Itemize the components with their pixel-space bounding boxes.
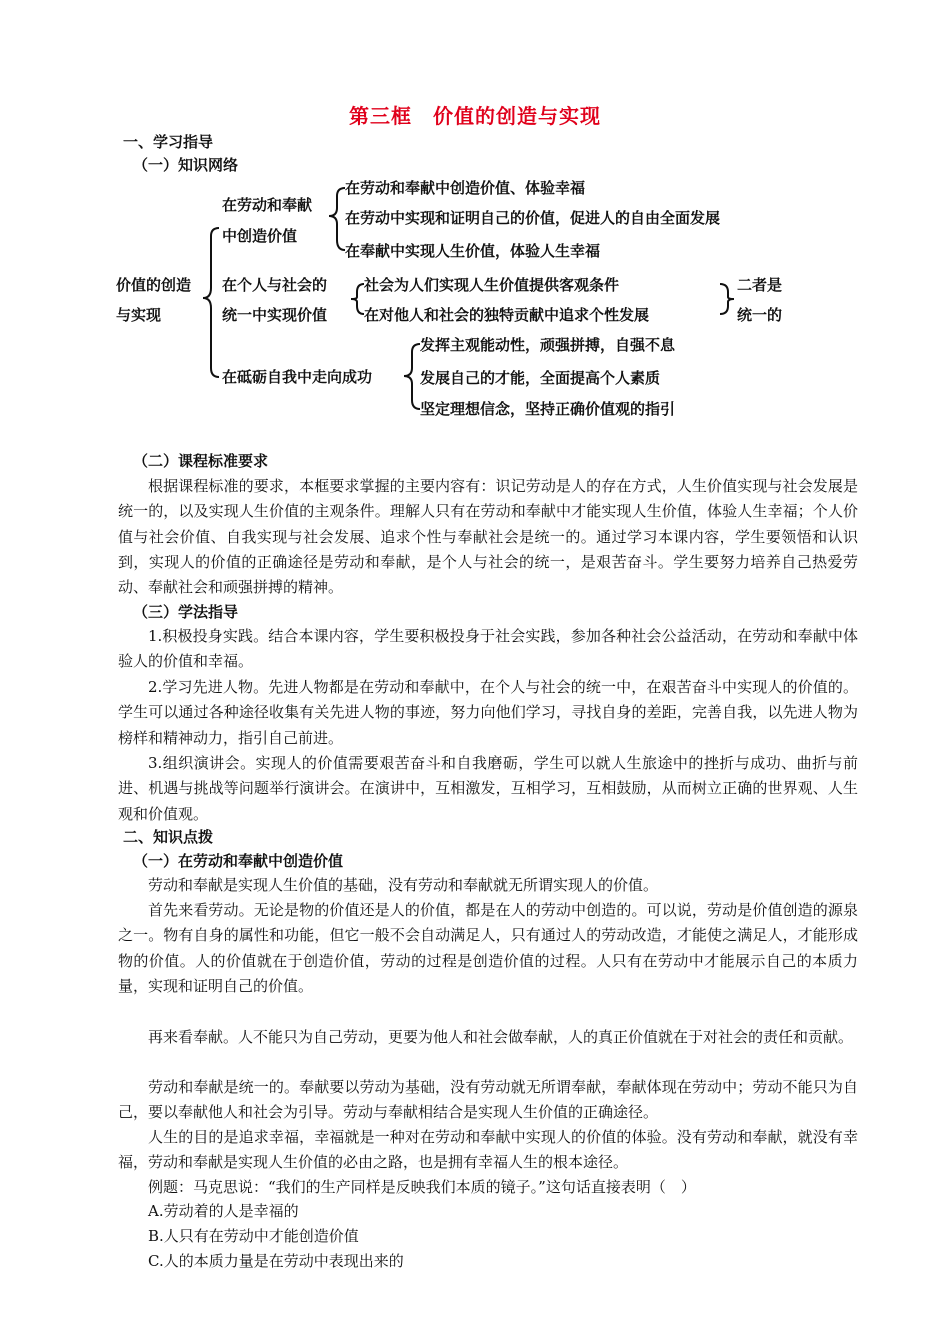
network-branch2-item: 社会为人们实现人生价值提供客观条件	[364, 276, 620, 294]
network-branch1-item: 在劳动中实现和证明自己的价值，促进人的自由全面发展	[345, 209, 721, 227]
network-branch1-line1: 在劳动和奉献	[222, 196, 313, 214]
paragraph-knowledge-5: 人生的目的是追求幸福，幸福就是一种对在劳动和奉献中实现人的价值的体验。没有劳动和奉献，就没有幸福，劳动和奉献是实现人生价值的必由之路，也是拥有幸福人生的根本途径。	[118, 1128, 858, 1172]
option-c: C.人的本质力量是在劳动中表现出来的	[148, 1252, 404, 1270]
paragraph-method-2: 2.学习先进人物。先进人物都是在劳动和奉献中，在个人与社会的统一中，在艰苦奋斗中实现人的价值的。学生可以通过各种途径收集有关先进人物的事迹，努力向他们学习，寻找自身的差距，完善自我，以先进人物为榜样和精神动力，指引自己前进。	[118, 678, 858, 747]
branch2-right-brace	[720, 284, 734, 314]
option-a: A.劳动着的人是幸福的	[148, 1202, 299, 1220]
network-branch3: 在砥砺自我中走向成功	[222, 368, 373, 386]
option-b: B.人只有在劳动中才能创造价值	[148, 1227, 359, 1245]
network-branch2-line2: 统一中实现价值	[222, 306, 328, 324]
branch3-brace	[404, 344, 420, 409]
network-branch3-item: 发挥主观能动性，顽强拼搏，自强不息	[420, 336, 676, 354]
branch1-brace	[329, 188, 345, 250]
knowledge-network-diagram	[0, 0, 950, 430]
subheading-knowledge-network: （一）知识网络	[133, 156, 239, 174]
network-branch1-item: 在劳动和奉献中创造价值、体验幸福	[345, 179, 586, 197]
subheading-labor-dedication: （一）在劳动和奉献中创造价值	[133, 852, 344, 870]
paragraph-knowledge-4: 劳动和奉献是统一的。奉献要以劳动为基础，没有劳动就无所谓奉献，奉献体现在劳动中；劳动不能只为自己，要以奉献他人和社会为引导。劳动与奉献相结合是实现人生价值的正确途径。	[118, 1078, 858, 1122]
paragraph-method-3: 3.组织演讲会。实现人的价值需要艰苦奋斗和自我磨砺，学生可以就人生旅途中的挫折与成功、曲折与前进、机遇与挑战等问题举行演讲会。在演讲中，互相激发，互相学习，互相鼓励，从而树立正确的世界观、人生观和价值观。	[118, 754, 858, 823]
network-branch3-item: 发展自己的才能，全面提高个人素质	[420, 369, 661, 387]
network-branch2-line1: 在个人与社会的	[222, 276, 328, 294]
network-branch2-note-line1: 二者是	[737, 276, 783, 294]
network-root-line1: 价值的创造	[116, 276, 192, 294]
network-branch2-note-line2: 统一的	[737, 306, 783, 324]
paragraph-knowledge-1: 劳动和奉献是实现人生价值的基础，没有劳动和奉献就无所谓实现人的价值。	[148, 876, 659, 894]
paragraph-knowledge-2: 首先来看劳动。无论是物的价值还是人的价值，都是在人的劳动中创造的。可以说，劳动是价值创造的源泉之一。物有自身的属性和功能，但它一般不会自动满足人，只有通过人的劳动改造，才能使之满足人，才能形成物的价值。人的价值就在于创造价值，劳动的过程是创造价值的过程。人只有在劳动中才能展示自己的本质力量，实现和证明自己的价值。	[118, 901, 858, 995]
paragraph-curriculum-standard: 根据课程标准的要求，本框要求掌握的主要内容有：识记劳动是人的存在方式，人生价值实现与社会发展是统一的，以及实现人生价值的主观条件。理解人只有在劳动和奉献中才能实现人生价值，体验人生幸福；个人价值与社会价值、自我实现与社会发展、追求个性与奉献社会是统一的。通过学习本课内容，学生要领悟和认识到，实现人的价值的正确途径是劳动和奉献，是个人与社会的统一，是艰苦奋斗。学生要努力培养自己热爱劳动、奉献社会和顽强拼搏的精神。	[118, 477, 858, 597]
branch2-brace	[351, 284, 364, 314]
network-branch1-item: 在奉献中实现人生价值，体验人生幸福	[345, 242, 601, 260]
section-heading-study-guide: 一、学习指导	[123, 133, 214, 151]
network-root-line2: 与实现	[116, 306, 162, 324]
subheading-study-method: （三）学法指导	[133, 603, 239, 621]
paragraph-method-1: 1.积极投身实践。结合本课内容，学生要积极投身于社会实践，参加各种社会公益活动，在劳动和奉献中体验人的价值和幸福。	[118, 627, 858, 671]
main-brace	[203, 228, 219, 377]
network-branch3-item: 坚定理想信念，坚持正确价值观的指引	[420, 400, 676, 418]
page-title: 第三框 价值的创造与实现	[349, 104, 601, 128]
network-branch1-line2: 中创造价值	[222, 227, 298, 245]
subheading-curriculum-standard: （二）课程标准要求	[133, 452, 269, 470]
paragraph-knowledge-3: 再来看奉献。人不能只为自己劳动，更要为他人和社会做奉献，人的真正价值就在于对社会的责任和贡献。	[148, 1028, 854, 1046]
section-heading-knowledge-points: 二、知识点拨	[123, 828, 214, 846]
network-branch2-item: 在对他人和社会的独特贡献中追求个性发展	[364, 306, 650, 324]
paragraph-example-question: 例题：马克思说：“我们的生产同样是反映我们本质的镜子。”这句话直接表明（ ）	[148, 1178, 696, 1196]
